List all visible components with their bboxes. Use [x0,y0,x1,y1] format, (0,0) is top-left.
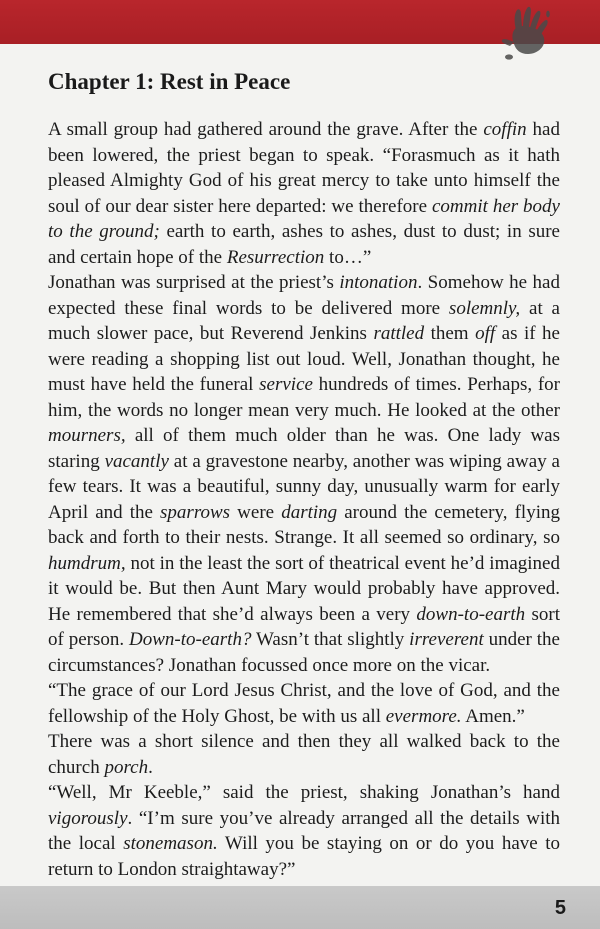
handprint-icon [492,4,562,68]
italic-term: Down-to-earth? [129,629,252,650]
chapter-title: Chapter 1: Rest in Peace [48,69,291,94]
paragraph [48,729,560,780]
italic-term: humdrum, [48,552,126,574]
text-run: were [230,501,282,523]
text-run: to…” [324,246,372,268]
text-run: around the cemetery, flying back and forth to their nests. Strange. It all seemed so ordinary, so [48,501,560,548]
text-run: There was a short silence and then they all walked back to the church [48,731,560,778]
text-run: . [148,756,153,778]
text-run: . Somehow he had expected these final words to be delivered more [48,272,560,319]
paragraph [48,117,560,270]
text-run: had been lowered, the priest began to speak. “Forasmuch as it hath pleased Almighty God of his great mercy to take unto himself the soul of our dear sister here departed: we therefore [48,119,560,217]
italic-term: vacantly [104,450,169,472]
italic-term: vigorously [48,807,128,829]
text-run: “The grace of our Lord Jesus Christ, and the love of God, and the fellowship of the Holy Ghost, be with us all [48,680,560,727]
text-run: hundreds of times. Perhaps, for him, the words no longer mean very much. He looked at the other [48,374,560,421]
italic-term: intonation [339,272,418,293]
italic-term: service [259,374,313,395]
page-content [48,69,560,882]
italic-term: evermore. [385,705,462,727]
italic-term: off [475,323,496,344]
text-run: . “I’m sure you’ve already arranged all the details with the local [48,807,560,854]
text-run: earth to earth, ashes to ashes, dust to dust; in sure and certain hope of the [48,221,560,268]
italic-term: down-to-earth [416,603,526,625]
text-run: Will you be staying on or do you have to return to London straightaway?” [48,833,560,880]
paragraph [48,270,560,678]
paragraph [48,678,560,729]
text-run: all of them much older than he was. One lady was staring [48,425,560,472]
text-run: Wasn’t that slightly [251,629,410,650]
italic-term: commit her body to the ground; [48,195,560,242]
text-run: at a gravestone nearby, another was wiping away a few tears. It was a beautiful, sunny day, unusually warm for early April and the [48,450,560,523]
text-run: at a much slower pace, but Reverend Jenkins [48,297,560,344]
italic-term: darting [281,501,338,523]
text-run: sort of person. [48,603,560,650]
italic-term: stonemason. [123,833,218,854]
body-text [48,117,560,882]
text-run: A small group had gathered around the grave. After the [48,119,484,140]
text-run: Jonathan was surprised at the priest’s [48,272,340,293]
text-run: under the circumstances? Jonathan focussed once more on the vicar. [48,629,560,676]
italic-term: solemnly, [448,297,521,319]
text-run: as if he were reading a shopping list out loud. Well, Jonathan thought, he must have held the funeral [48,323,560,395]
text-run: “Well, Mr Keeble,” said the priest, shaking Jonathan’s hand [48,782,560,803]
italic-term: Resurrection [226,246,325,268]
italic-term: irreverent [409,629,484,650]
italic-term: rattled [373,323,425,344]
paragraph [48,780,560,882]
italic-term: coffin [483,119,527,140]
footer-band [0,886,600,929]
page-number: 5 [554,897,566,919]
italic-term: sparrows [160,501,231,523]
italic-term: porch [104,756,149,778]
text-run: not in the least the sort of theatrical event he’d imagined it would be. But then Aunt Mary would probably have approved. He remembered that she’d always been a very [48,552,560,625]
text-run: Amen.” [461,705,525,727]
italic-term: mourners, [48,425,126,446]
text-run: them [424,323,476,344]
